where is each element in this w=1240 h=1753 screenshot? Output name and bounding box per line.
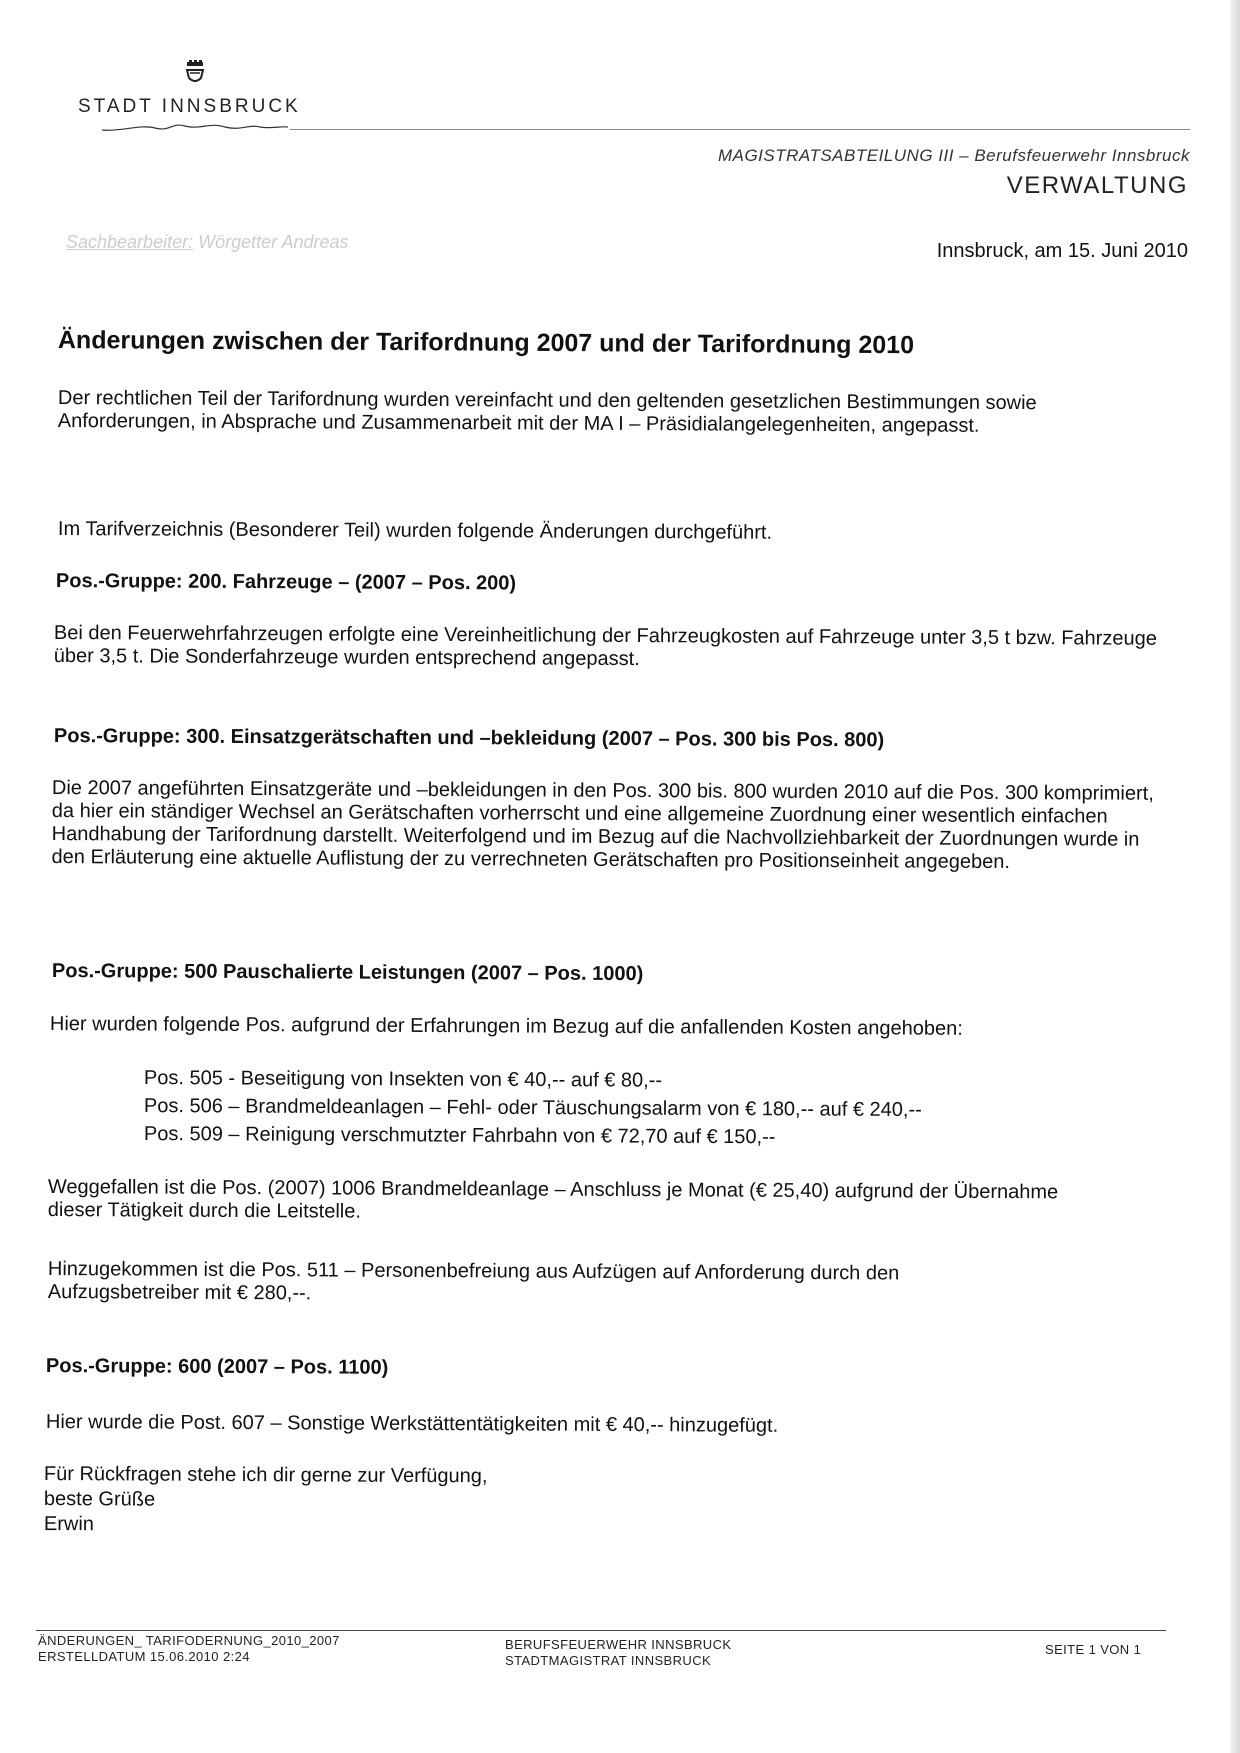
place-date: Innsbruck, am 15. Juni 2010 <box>936 240 1188 262</box>
footer-file-name: ÄNDERUNGEN_ TARIFODERNUNG_2010_2007 <box>38 1633 340 1648</box>
footer-org-line: STADTMAGISTRAT INNSBRUCK <box>505 1653 712 1668</box>
footer-file-info <box>38 1633 340 1665</box>
section-text: Die 2007 angeführten Einsatzgeräte und –bekleidungen in den Pos. 300 bis. 800 wurden 2010 auf die Pos. 300 komprimiert, da hier ein ständiger Wechsel an Gerätschaften vorherrscht und eine allgemeine Zuordnung einer wesentlich einfachen Handhabung der Tarifordnung darstellt. Weiterfolgend und im Bezug auf die Nachvollziehbarkeit der Zuordnungen wurde in den Erläuterung eine aktuelle Auflistung der zu verrechneten Gerätschaften pro Positionseinheit angegeben. <box>51 777 1154 874</box>
header-rule <box>290 129 1190 130</box>
footer-organization <box>505 1637 731 1669</box>
section-text: Bei den Feuerwehrfahrzeugen erfolgte eine Vereinheitlichung der Fahrzeugkosten auf Fahrzeuge unter 3,5 t bzw. Fahrzeuge über 3,5 t. Die Sonderfahrzeuge wurden entsprechend angepasst. <box>53 622 1157 671</box>
section-heading: Pos.-Gruppe: 200. Fahrzeuge – (2007 – Pos. 200) <box>55 570 517 595</box>
city-crest-icon <box>184 60 206 84</box>
department-name: MAGISTRATSABTEILUNG III – Berufsfeuerwehr Innsbruck <box>717 146 1190 165</box>
added-paragraph: Hinzugekommen ist die Pos. 511 – Personenbefreiung aus Aufzügen auf Anforderung durch den Aufzugsbetreiber mit € 280,--. <box>47 1258 900 1305</box>
section-heading: Pos.-Gruppe: 300. Einsatzgerätschaften und –bekleidung (2007 – Pos. 300 bis Pos. 800) <box>53 725 885 752</box>
list-item: Pos. 506 – Brandmeldeanlagen – Fehl- oder Täuschungsalarm von € 180,-- auf € 240,-- <box>143 1095 922 1122</box>
scan-edge-shadow <box>1230 0 1240 1753</box>
section-heading: Pos.-Gruppe: 600 (2007 – Pos. 1100) <box>45 1355 389 1379</box>
signature-name: Erwin <box>43 1513 95 1536</box>
footer-created-date: ERSTELLDATUM 15.06.2010 2:24 <box>38 1649 250 1664</box>
section-heading: Pos.-Gruppe: 500 Pauschalierte Leistungen (2007 – Pos. 1000) <box>51 960 644 986</box>
closing-line: Für Rückfragen stehe ich dir gerne zur Verfügung, <box>43 1463 488 1488</box>
intro-paragraph: Der rechtlichen Teil der Tarifordnung wurden vereinfacht und den geltenden gesetzlichen Bestimmungen sowie Anforderungen, in Absprache und Zusammenarbeit mit der MA I – Präsidialangelegenheiten, angepasst. <box>57 387 1037 437</box>
clerk-line <box>66 232 349 253</box>
document-title: Änderungen zwischen der Tarifordnung 2007 und der Tarifordnung 2010 <box>57 326 915 360</box>
removed-paragraph: Weggefallen ist die Pos. (2007) 1006 Brandmeldeanlage – Anschluss je Monat (€ 25,40) aufgrund der Übernahme dieser Tätigkeit durch die Leitstelle. <box>47 1176 1059 1223</box>
section-text: Hier wurden folgende Pos. aufgrund der Erfahrungen im Bezug auf die anfallenden Kosten angehoben: <box>49 1013 963 1040</box>
clerk-label: Sachbearbeiter: <box>66 232 194 252</box>
city-name: STADT INNSBRUCK <box>78 96 301 117</box>
footer-page-number: SEITE 1 VON 1 <box>1045 1642 1142 1657</box>
footer-org-line: BERUFSFEUERWEHR INNSBRUCK <box>505 1637 732 1652</box>
closing-line: beste Grüße <box>43 1488 156 1511</box>
list-item: Pos. 509 – Reinigung verschmutzter Fahrbahn von € 72,70 auf € 150,-- <box>143 1123 776 1149</box>
division-name: VERWALTUNG <box>1006 172 1188 199</box>
list-item: Pos. 505 - Beseitigung von Insekten von € 40,-- auf € 80,-- <box>143 1067 663 1092</box>
clerk-name: Wörgetter Andreas <box>198 232 349 252</box>
lead-paragraph: Im Tarifverzeichnis (Besonderer Teil) wurden folgende Änderungen durchgeführt. <box>57 518 773 544</box>
footer-rule <box>36 1630 1166 1631</box>
letterhead-flourish <box>100 118 290 138</box>
section-text: Hier wurde die Post. 607 – Sonstige Werkstättentätigkeiten mit € 40,-- hinzugefügt. <box>45 1411 779 1437</box>
